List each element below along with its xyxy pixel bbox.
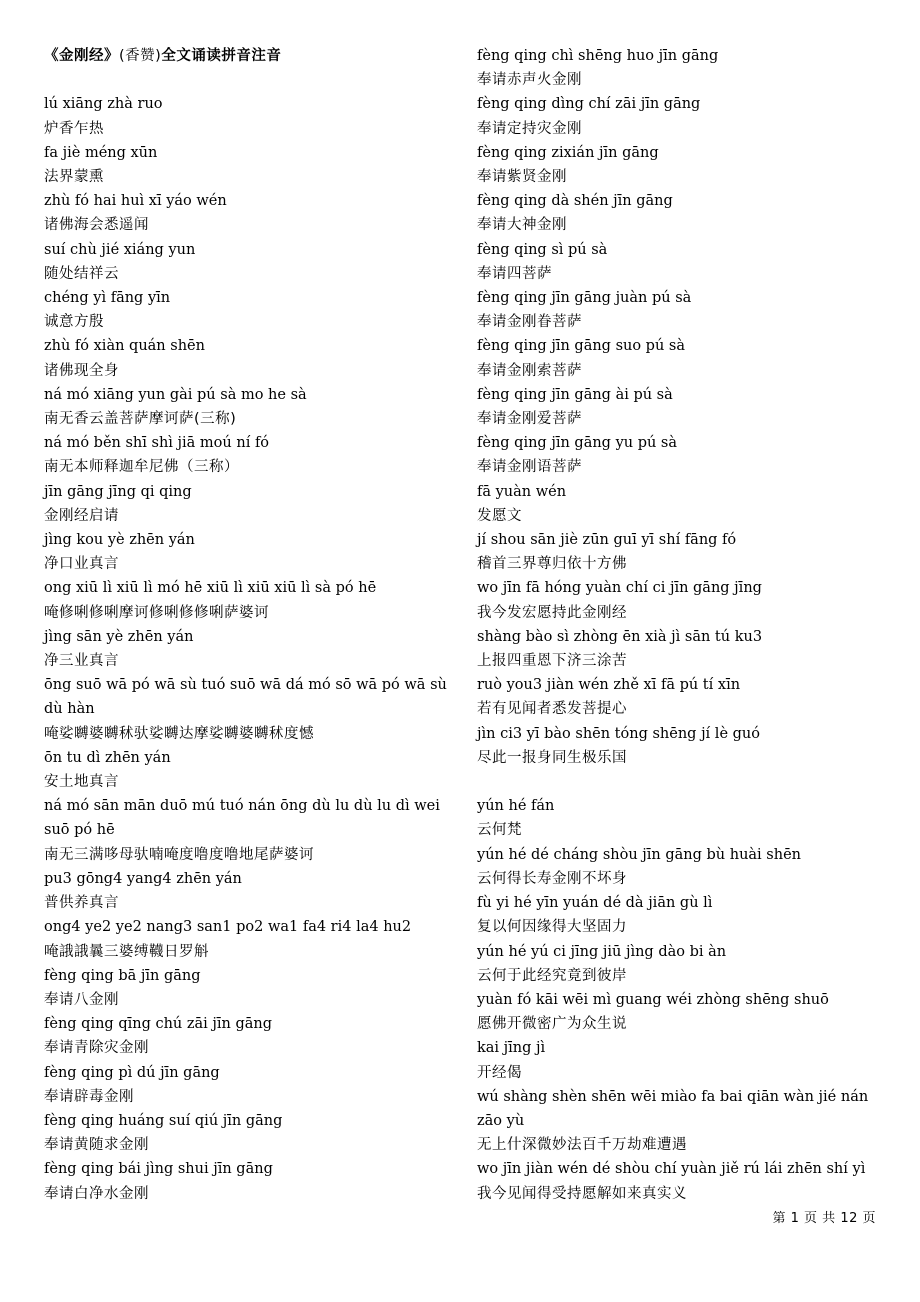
chinese-text-line: 诸佛现全身	[44, 362, 119, 379]
chinese-text-line: 无上什深微妙法百千万劫难遭遇	[477, 1137, 687, 1154]
chinese-text-line: 云何得长寿金刚不坏身	[477, 870, 627, 887]
chinese-text-line: 净三业真言	[44, 653, 119, 670]
chinese-text-line: 奉请黄随求金刚	[44, 1137, 149, 1154]
left-text-lines	[44, 68, 456, 1206]
chinese-text-line: 奉请金刚索菩萨	[477, 362, 582, 379]
pinyin-line: fèng qing bā jīn gāng	[44, 967, 201, 984]
chinese-text-line: 普供养真言	[44, 895, 119, 912]
chinese-text-line: 发愿文	[477, 507, 522, 524]
chinese-text-line: 奉请大神金刚	[477, 217, 567, 234]
pinyin-line: ong4 ye2 ye2 nang3 san1 po2 wa1 fa4 ri4 la4 hu2	[44, 919, 412, 936]
pinyin-line: lú xiāng zhà ruo	[44, 96, 163, 113]
pinyin-line: yún hé dé cháng shòu jīn gāng bù huài shēn	[477, 846, 802, 863]
chinese-text-line: 若有见闻者悉发菩提心	[477, 701, 627, 718]
chinese-text-line: 奉请赤声火金刚	[477, 72, 582, 89]
chinese-text-line: 云何梵	[477, 822, 522, 839]
chinese-text-line: 我今发宏愿持此金刚经	[477, 604, 627, 621]
pinyin-line: ruò you3 jiàn wén zhě xī fā pú tí xīn	[477, 677, 741, 694]
pinyin-line: kai jīng jì	[477, 1040, 546, 1057]
chinese-text-line: 云何于此经究竟到彼岸	[477, 967, 627, 984]
pinyin-line: fā yuàn wén	[477, 483, 567, 500]
chinese-text-line: 奉请青除灾金刚	[44, 1040, 149, 1057]
pinyin-line: pu3 gōng4 yang4 zhēn yán	[44, 870, 242, 887]
title-main-part2: 全文诵读拼音注音	[161, 48, 282, 64]
blank-line	[477, 770, 882, 794]
chinese-text-line: 唵誐誐曩三婆缚韈日罗斛	[44, 943, 209, 960]
pinyin-line: ōng suō wā pó wā sù tuó suō wā dá mó sō wā pó wā sù dù hàn	[44, 677, 447, 718]
pinyin-line: fèng qing jīn gāng juàn pú sà	[477, 290, 692, 307]
pinyin-line: ná mó běn shī shì jiā moú ní fó	[44, 435, 270, 452]
pinyin-line: yún hé yú ci jīng jiū jìng dào bi àn	[477, 943, 727, 960]
pinyin-line: wú shàng shèn shēn wēi miào fa bai qiān wàn jié nán zāo yù	[477, 1088, 869, 1129]
chinese-text-line: 奉请白净水金刚	[44, 1185, 149, 1202]
chinese-text-line: 法界蒙熏	[44, 169, 104, 185]
page-number-footer: 第 1 页 共 12 页	[772, 1211, 876, 1226]
pinyin-line: fèng qing sì pú sà	[477, 241, 608, 258]
chinese-text-line: 开经偈	[477, 1064, 522, 1081]
pinyin-line: fa jiè méng xūn	[44, 144, 158, 161]
blank-line	[44, 68, 456, 92]
pinyin-line: fù yi hé yīn yuán dé dà jiān gù lì	[477, 895, 713, 912]
pinyin-line: chéng yì fāng yīn	[44, 290, 171, 307]
pinyin-line: ná mó sān mān duō mú tuó nán ōng dù lu dù lu dì wei suō pó hē	[44, 798, 440, 839]
chinese-text-line: 复以何因缘得大坚固力	[477, 919, 627, 936]
pinyin-line: fèng qing huáng suí qiú jīn gāng	[44, 1112, 283, 1129]
chinese-text-line: 唵修唎修唎摩诃修唎修修唎萨婆诃	[44, 604, 269, 621]
chinese-text-line: 奉请紫贤金刚	[477, 169, 567, 186]
chinese-text-line: 净口业真言	[44, 556, 119, 573]
pinyin-line: suí chù jié xiáng yun	[44, 241, 196, 258]
right-text-lines	[477, 44, 882, 1206]
pinyin-line: ōn tu dì zhēn yán	[44, 749, 171, 766]
chinese-text-line: 金刚经启请	[44, 507, 119, 524]
pinyin-line: jìng kou yè zhēn yán	[44, 532, 195, 549]
chinese-text-line: 奉请四菩萨	[477, 265, 552, 282]
chinese-text-line: 南无三满哆母驮喃唵度噜度噜地尾萨婆诃	[44, 846, 314, 863]
left-column	[44, 44, 456, 1206]
pinyin-line: fèng qing jīn gāng ài pú sà	[477, 386, 673, 403]
pinyin-line: yún hé fán	[477, 798, 555, 815]
chinese-text-line: 我今见闻得受持愿解如来真实义	[477, 1185, 687, 1202]
chinese-text-line: 诸佛海会悉遥闻	[44, 217, 149, 234]
pinyin-line: yuàn fó kāi wēi mì guang wéi zhòng shēng shuō	[477, 991, 829, 1008]
pinyin-line: wo jīn fā hóng yuàn chí ci jīn gāng jīng	[477, 580, 762, 597]
pinyin-line: fèng qing jīn gāng yu pú sà	[477, 435, 678, 452]
pinyin-line: fèng qing jīn gāng suo pú sà	[477, 338, 685, 355]
pinyin-line: wo jīn jiàn wén dé shòu chí yuàn jiě rú lái zhēn shí yì	[477, 1161, 866, 1178]
chinese-text-line: 炉香乍热	[44, 120, 104, 137]
chinese-text-line: 奉请金刚爱菩萨	[477, 411, 582, 428]
chinese-text-line: 奉请定持灾金刚	[477, 120, 582, 137]
pinyin-line: fèng qing chì shēng huo jīn gāng	[477, 48, 719, 64]
chinese-text-line: 安土地真言	[44, 774, 119, 791]
chinese-text-line: 随处结祥云	[44, 265, 119, 282]
chinese-text-line: 奉请辟毒金刚	[44, 1088, 134, 1105]
pinyin-line: zhù fó hai huì xī yáo wén	[44, 193, 227, 210]
title-paren: (香赞)	[119, 48, 162, 64]
chinese-text-line: 稽首三界尊归依十方佛	[477, 556, 627, 573]
pinyin-line: fèng qing zixián jīn gāng	[477, 144, 659, 161]
chinese-text-line: 诚意方殷	[44, 314, 104, 331]
pinyin-line: fèng qing pì dú jīn gāng	[44, 1064, 220, 1081]
pinyin-line: jìn ci3 yī bào shēn tóng shēng jí lè guó	[477, 725, 760, 742]
chinese-text-line: 南无香云盖菩萨摩诃萨(三称)	[44, 411, 237, 428]
chinese-text-line: 愿佛开微密广为众生说	[477, 1016, 627, 1033]
pinyin-line: shàng bào sì zhòng ēn xià jì sān tú ku3	[477, 628, 763, 645]
chinese-text-line: 唵娑嚩婆嚩秫驮娑嚩达摩娑嚩婆嚩秫度憾	[44, 725, 314, 742]
pinyin-line: fèng qing dìng chí zāi jīn gāng	[477, 96, 701, 113]
chinese-text-line: 尽此一报身同生极乐国	[477, 749, 627, 766]
pinyin-line: zhù fó xiàn quán shēn	[44, 338, 205, 355]
pinyin-line: ná mó xiāng yun gài pú sà mo he sà	[44, 386, 307, 403]
chinese-text-line: 奉请金刚语菩萨	[477, 459, 582, 476]
chinese-text-line: 南无本师释迦牟尼佛（三称）	[44, 459, 239, 476]
right-column	[477, 44, 882, 1206]
pinyin-line: ong xiū lì xiū lì mó hē xiū lì xiū xiū lì sà pó hē	[44, 580, 377, 597]
pinyin-line: fèng qing qīng chú zāi jīn gāng	[44, 1016, 273, 1033]
document-title	[44, 44, 456, 68]
title-main-part1: 《金刚经》	[44, 48, 119, 64]
chinese-text-line: 奉请八金刚	[44, 991, 119, 1008]
chinese-text-line: 奉请金刚眷菩萨	[477, 314, 582, 331]
chinese-text-line: 上报四重恩下济三涂苦	[477, 653, 627, 670]
pinyin-line: fèng qing bái jìng shui jīn gāng	[44, 1161, 273, 1178]
pinyin-line: jìng sān yè zhēn yán	[44, 628, 194, 645]
pinyin-line: jí shou sān jiè zūn guī yī shí fāng fó	[477, 532, 737, 549]
pinyin-line: jīn gāng jīng qi qing	[44, 483, 192, 500]
pinyin-line: fèng qing dà shén jīn gāng	[477, 193, 673, 210]
